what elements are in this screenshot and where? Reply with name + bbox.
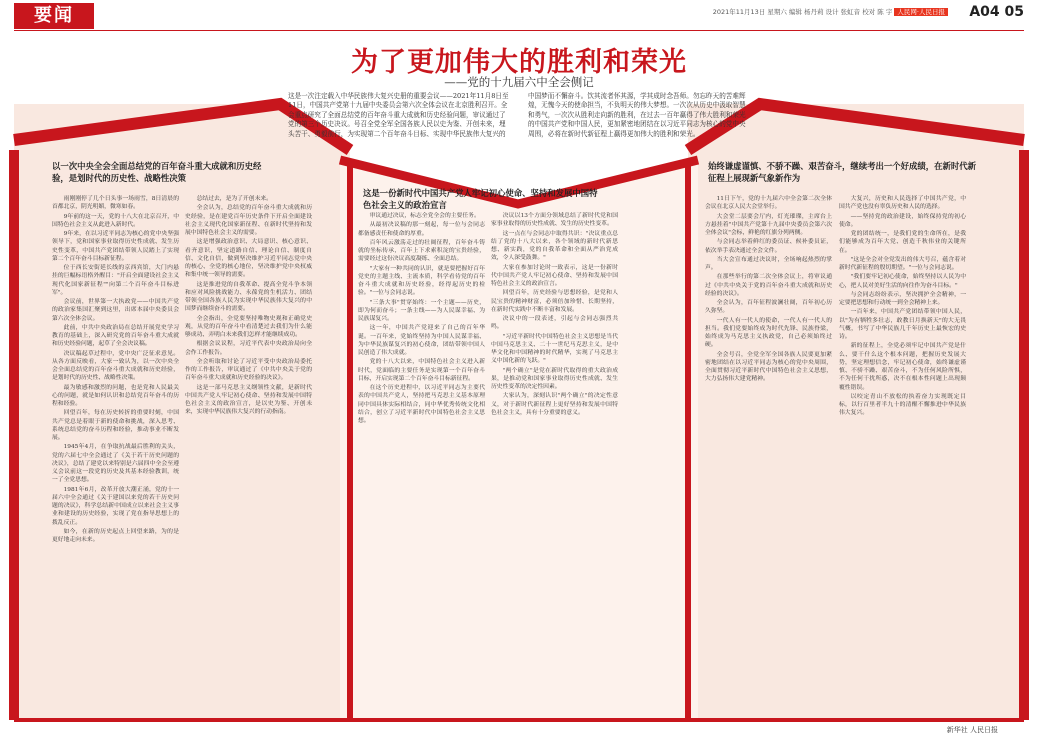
paragraph: "两个确立"是党在新时代取得的重大政治成果，是推动党和国家事业取得历史性成就、发生历史性变革的决定性因素。 <box>491 367 618 390</box>
paragraph: "习近平新时代中国特色社会主义思想是当代中国马克思主义、二十一世纪马克思主义，是中华文化和中国精神的时代精华，实现了马克思主义中国化新的飞跃。" <box>491 333 618 365</box>
paragraph: 回望百年，历史经验与思想经验，是党和人民宝贵的精神财富，必须倍加珍惜、长期坚持，在新时代实践中不断丰富和发展。 <box>491 290 618 313</box>
paragraph: 1981年6月，改革开放大潮正涌，党的十一届六中全会通过《关于建国以来党的若干历史问题的决议》，科学总结新中国成立以来社会主义事业和建设的历史经验，实现了党在指导思想上的拨乱反正。 <box>52 486 179 526</box>
paragraph: 在这个历史进程中，以习近平同志为主要代表的中国共产党人，坚持把马克思主义基本原理同中国具体实际相结合，同中华优秀传统文化相结合，创立了习近平新时代中国特色社会主义思想。 <box>358 385 485 424</box>
paragraph: 决议中的一段表述，引起与会同志强烈共鸣。 <box>491 316 618 331</box>
paragraph: 党的十八大以来，中国特色社会主义进入新时代，党面临的主要任务是实现第一个百年奋斗目标，开启实现第二个百年奋斗目标新征程。 <box>358 359 485 382</box>
intro-left: 这是一次注定载入中华民族伟大复兴史册的重要会议——2021年11月8日至11日，中国共产党第十九届中央委员会第六次全体会议在北京胜利召开。全会重点研究了全面总结党的百年奋斗重大成就和历史经验问题，审议通过了党的第三个历史决议。号召全党全军全国各族人民以史为鉴、开创未来，埋头苦干、勇毅前行，为实现第二个百年奋斗目标、实现中华民族伟大复兴的 <box>288 92 509 138</box>
intro-right: 中国梦而不懈奋斗。饮其流者怀其源，学其成时念吾师。勿忘昨天的苦难辉煌，无愧今天的使命担当，不负明天的伟大梦想。一次次从历史中汲取智慧和勇气，一次次从胜利走向新的胜利，在过去一百年赢得了伟大胜利和荣光的中国共产党和中国人民，更加紧密地团结在以习近平同志为核心的党中央周围，必将在新时代新征程上赢得更加伟大的胜利和荣光。 <box>528 92 746 138</box>
paragraph: 决议以13个方面分领域总结了新时代党和国家事业取得的历史性成就、发生的历史性变革。 <box>491 213 618 228</box>
paragraph: 全会指出，全党要坚持唯物史观和正确党史观，从党的百年奋斗中看清楚过去我们为什么能够成功、弄明白未来我们怎样才能继续成功。 <box>185 315 312 338</box>
paragraph: 位于西长安街延长线的京西宾馆，大门内悬挂的巨幅标语格外醒目："开启全面建设社会主义现代化国家新征程""向第二个百年奋斗目标进军"。 <box>52 265 179 296</box>
paragraph: 这一年，中国共产党迎来了自己的百年华诞。一百年来，党始终坚持为中国人民谋幸福、为中华民族谋复兴的初心使命，团结带领中国人民创造了伟大成就。 <box>358 325 485 356</box>
paragraph: 大复兴，历史和人民选择了中国共产党，中国共产党也没有辜负历史和人民的选择。 <box>839 196 966 211</box>
paragraph: 与会同志举着鲜红的委员证、候补委员证，依次举手表决通过全会文件。 <box>705 239 832 254</box>
paragraph: 全会认为，百年征程波澜壮阔，百年初心历久弥坚。 <box>705 300 832 315</box>
paragraph: 全会号召，全党全军全国各族人民要更加紧密地团结在以习近平同志为核心的党中央周围，全面贯彻习近平新时代中国特色社会主义思想，大力弘扬伟大建党精神。 <box>705 351 832 383</box>
paragraph: "我们要牢记初心使命，始终坚持以人民为中心，把人民对美好生活的向往作为奋斗目标。" <box>839 274 966 289</box>
paragraph: 决议稿起草过程中，党中央广泛征求意见。从各方面反映看，大家一致认为，以一次中央全会全面总结党的百年奋斗重大成就和历史经验，是划时代的历史性、战略性决策。 <box>52 350 179 382</box>
paragraph: 大会堂二层要会厅内，灯光璀璨，主席台上方悬挂着"中国共产党第十九届中央委员会第六次全体会议"会标，鲜艳的红旗分列两侧。 <box>705 213 832 236</box>
paragraph: 一百年来，中国共产党团结带领中国人民，以"为有牺牲多壮志，敢教日月换新天"的大无畏气概，书写了中华民族几千年历史上最恢宏的史诗。 <box>839 309 966 340</box>
paragraph: 这是增强政治意识、大局意识、核心意识、看齐意识，坚定道路自信、理论自信、制度自信、文化自信，做到坚决维护习近平同志党中央的核心、全党的核心地位，坚决维护党中央权威和集中统一领导的需要。 <box>185 239 312 279</box>
paragraph: 如今，在新的历史起点上回望来路，为的是更好地走向未来。 <box>52 528 179 543</box>
paragraph: 总结过去，是为了开创未来。 <box>196 196 272 202</box>
header-meta: 2021年11月13日 星期六 编辑 杨丹莉 设计 张虹音 校对 陈 宇 <box>712 8 893 16</box>
section-1-column-2 <box>185 195 312 715</box>
section-1-column-1 <box>52 195 179 715</box>
paragraph: 与会同志纷纷表示，坚决拥护全会精神，一定要把思想和行动统一到全会精神上来。 <box>839 291 966 306</box>
paragraph: 9年来，在以习近平同志为核心的党中央坚强领导下，党和国家事业取得历史性成就、发生历史性变革，中国共产党团结带领人民踏上了实现第二个百年奋斗目标新征程。 <box>52 231 179 262</box>
paragraph: 雨刚刚停了几个日头事一场雨雪，8日清晨的首都北京，阴光明媚，微寒如春。 <box>52 196 179 211</box>
header-highlight: 人民网·人民日报 <box>894 8 948 16</box>
paragraph: 审议通过决议，标志全党全会的主要任务。 <box>369 213 480 219</box>
paragraph: 此前，中共中央政治局在总结开展党史学习教育的基础上，深入研究党的百年奋斗重大成就和历史经验问题，起草了全会决议稿。 <box>52 324 179 348</box>
paragraph: 这一点在与会同志中取得共识："决议重点总结了党的十八大以来，各个领域的新时代新思想、新实践，党的自我革命和全面从严治党成效，令人深受鼓舞。" <box>491 230 618 262</box>
paragraph: 9年前的这一天，党的十八大在北京召开，中国特色社会主义从此进入新时代。 <box>52 213 179 228</box>
section-3-title: 始终谦虚谨慎、不骄不躁、艰苦奋斗，继续考出一个好成绩，在新时代新征程上展现新气象新作为 <box>708 161 976 183</box>
paragraph: 根据会议议程，习近平代表中央政治局向全会作工作报告。 <box>185 341 312 356</box>
section-3-column-1 <box>705 195 832 715</box>
page-number: A04 05 <box>969 4 1024 20</box>
section-2-column-2 <box>491 212 618 712</box>
footer-credit: 新华社 人民日报 <box>946 726 998 734</box>
section-1-title: 以一次中央全会全面总结党的百年奋斗重大成就和历史经验，是划时代的历史性、战略性决策 <box>52 161 262 183</box>
paragraph: 全会认为，总结党的百年奋斗重大成就和历史经验，是在建党百年历史条件下开启全面建设社会主义现代化国家新征程、在新时代坚持和发展中国特色社会主义的需要。 <box>185 205 312 236</box>
paragraph: "这是全会对全党发出的伟大号召，蕴含着对新时代新征程的殷切期望。"一位与会同志说。 <box>839 256 966 271</box>
paragraph: 最为敏感和激烈的问题，也是党和人民最关心的问题，就是如何认识和总结党百年奋斗的历程和经验。 <box>52 384 179 407</box>
paragraph: "大家有一种共同的认识，就是要把握好百年党史的主题主线、主流本质，科学看待党的百年奋斗重大成就和历史经验，经得起历史的检验。"一位与会同志说。 <box>358 265 485 297</box>
paragraph: 回望百年，每在历史转折的重要时刻，中国共产党总是着眼于新的使命和挑战，深入思考、系统总结党的奋斗历程和经验，推动事业不断发展。 <box>52 410 179 441</box>
paragraph: 会议前，世界第一大执政党——中国共产党的政治家集国汇聚到这里，出席本届中央委员会第六次全体会议。 <box>52 299 179 322</box>
section-2-title: 这是一份新时代中国共产党人牢记初心使命、坚持和发展中国特色社会主义的政治宣言 <box>363 188 598 210</box>
paragraph: 以咬定青山不放松的执着奋力实现既定目标，以行百里者半九十的清醒不懈推进中华民族伟大复兴。 <box>839 393 966 417</box>
paragraph: 11日下午，党的十九届六中全会第二次全体会议在北京人民大会堂举行。 <box>705 196 832 211</box>
section-3-column-2 <box>839 195 966 715</box>
paragraph: 1945年4月，在争取抗战最后胜利的关头，党的六届七中全会通过了《关于若干历史问题的决议》，总结了建党以来特别是六届四中全会至遵义会议前这一段党的历史及其基本经验教训，统一了全党思想。 <box>52 444 179 484</box>
paragraph: 大家认为，深刻认识"两个确立"的决定性意义，对于新时代新征程上更好坚持和发展中国特色社会主义，具有十分重要的意义。 <box>491 393 618 416</box>
paragraph: "三条大事"贯穿始终：一个主题——历史，即为何而奋斗；一条主线——为人民谋幸福、为民族谋复兴。 <box>358 299 485 322</box>
paragraph: 从最初决议稿的那一刻起，每一位与会同志都备感责任和使命的厚重。 <box>358 222 485 237</box>
article-subtitle: ——党的十九届六中全会侧记 <box>444 75 594 89</box>
article-title: 为了更加伟大的胜利和荣光 <box>351 47 687 78</box>
paragraph: 这是推进党的自我革命、提高全党斗争本领和应对风险挑战能力、永葆党的生机活力、团结带领全国各族人民为实现中华民族伟大复兴的中国梦而继续奋斗的需要。 <box>185 281 312 313</box>
paragraph: 新的征程上，全党必须牢记中国共产党是什么、要干什么这个根本问题，把握历史发展大势，坚定理想信念，牢记初心使命，始终谦虚谨慎、不骄不躁、艰苦奋斗，不为任何风险所惧，不为任何干扰所惑，决不在根本性问题上出现颠覆性错误。 <box>839 343 966 391</box>
paragraph: 百年风云激荡走过的壮阔征程，百年奋斗铸就的坐标传承，百年上下求索积淀的宝贵经验，需要经过这份决议高度凝练、全面总结。 <box>358 239 485 263</box>
paragraph: 这是一部马克思主义纲领性文献，是新时代中国共产党人牢记初心使命、坚持和发展中国特色社会主义的政治宣言，是以史为鉴、开创未来，实现中华民族伟大复兴的行动指南。 <box>185 384 312 416</box>
paragraph: 在那些举行的第二次全体会议上，将审议通过《中共中央关于党的百年奋斗重大成就和历史经验的决议》。 <box>705 274 832 297</box>
paragraph: 当大会宣布通过决议时，全场响起热烈的掌声。 <box>705 256 832 271</box>
paragraph: ——坚持党的政治建设，始终保持党的初心使命。 <box>839 213 966 228</box>
paragraph: 一代人有一代人的使命，一代人有一代人的担当。我们党要始终成为时代先锋、民族脊梁，始终成为马克思主义执政党，自己必须始终过硬。 <box>705 317 832 349</box>
paragraph: 党的团结统一，是我们党的生命所在，是我们能够成为百年大党、创造千秋伟业的关键所在。 <box>839 231 966 254</box>
paragraph: 大家在参加讨论时一致表示，这是一份新时代中国共产党人牢记初心使命、坚持和发展中国特色社会主义的政治宣言。 <box>491 264 618 287</box>
paragraph: 全会听取和讨论了习近平受中央政治局委托作的工作报告，审议通过了《中共中央关于党的百年奋斗重大成就和历史经验的决议》。 <box>185 358 312 382</box>
section-badge: 要闻 <box>14 3 94 29</box>
section-2-column-1 <box>358 212 485 712</box>
